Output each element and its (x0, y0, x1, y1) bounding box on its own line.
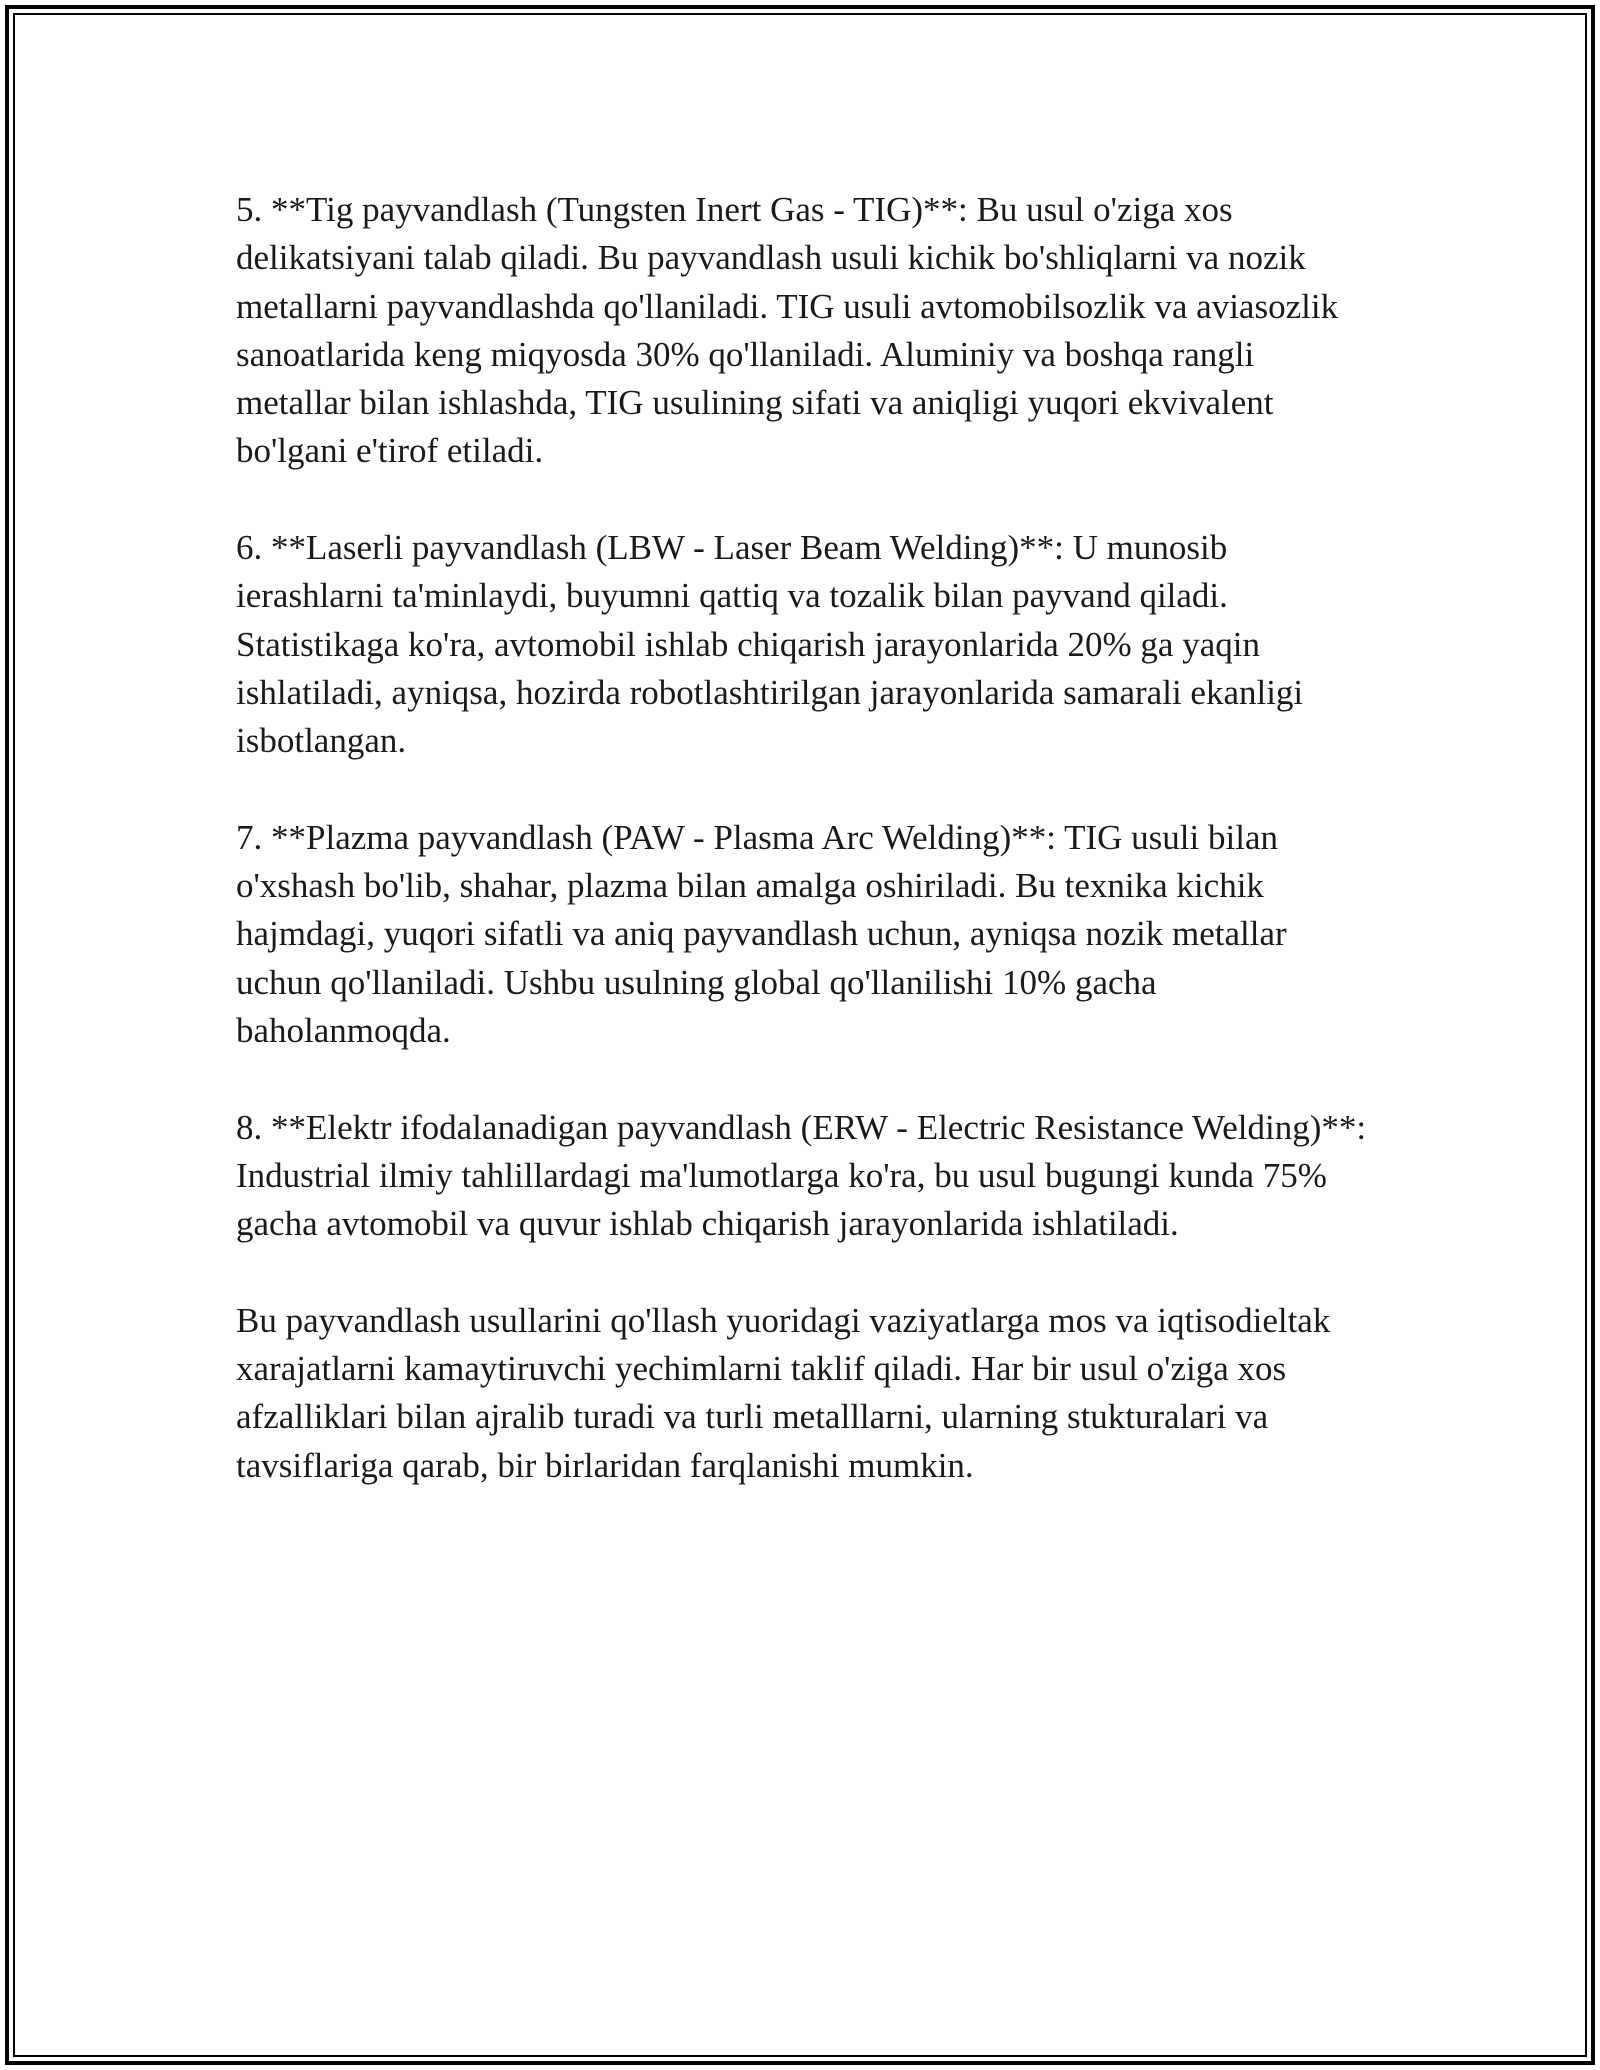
paragraph-paw: 7. **Plazma payvandlash (PAW - Plasma Arc Welding)**: TIG usuli bilan o'xshash bo'lib, shahar, plazma bilan amalga oshiriladi. Bu texnika kichik hajmdagi, yuqori sifatli va aniq payvandlash uchun, ayniqsa nozik metallar uchun qo'llaniladi. Ushbu usulning global qo'llanilishi 10% gacha baholanmoqda. (236, 817, 1287, 1051)
paragraph-tig: 5. **Tig payvandlash (Tungsten Inert Gas - TIG)**: Bu usul o'ziga xos delikatsiyani talab qiladi. Bu payvandlash usuli kichik bo'shliqlarni va nozik metallarni payvandlashda qo'llaniladi. TIG usuli avtomobilsozlik va aviasozlik sanoatlarida keng miqyosda 30% qo'llaniladi. Aluminiy va boshqa rangli metallar bilan ishlashda, TIG usulining sifati va aniqligi yuqori ekvivalent bo'lgani e'tirof etiladi. (236, 190, 1339, 471)
paragraph-erw: 8. **Elektr ifodalanadigan payvandlash (ERW - Electric Resistance Welding)**: Industrial ilmiy tahlillardagi ma'lumotlarga ko'ra, bu usul bugungi kunda 75% gacha avtomobil va quvur ishlab chiqarish jarayonlarida ishlatiladi. (236, 1107, 1367, 1244)
document-body (236, 186, 1376, 1538)
paragraph-lbw: 6. **Laserli payvandlash (LBW - Laser Beam Welding)**: U munosib ierashlarni ta'minlaydi, buyumni qattiq va tozalik bilan payvand qiladi. Statistikaga ko'ra, avtomobil ishlab chiqarish jarayonlarida 20% ga yaqin ishlatiladi, ayniqsa, hozirda robotlashtirilgan jarayonlarida samarali ekanligi isbotlangan. (236, 528, 1304, 761)
paragraph-summary: Bu payvandlash usullarini qo'llash yuoridagi vaziyatlarga mos va iqtisodieltak xarajatlarni kamaytiruvchi yechimlarni taklif qiladi. Har bir usul o'ziga xos afzalliklari bilan ajralib turadi va turli metalllarni, ularning stukturalari va tavsiflariga qarab, bir birlaridan farqlanishi mumkin. (236, 1300, 1331, 1485)
